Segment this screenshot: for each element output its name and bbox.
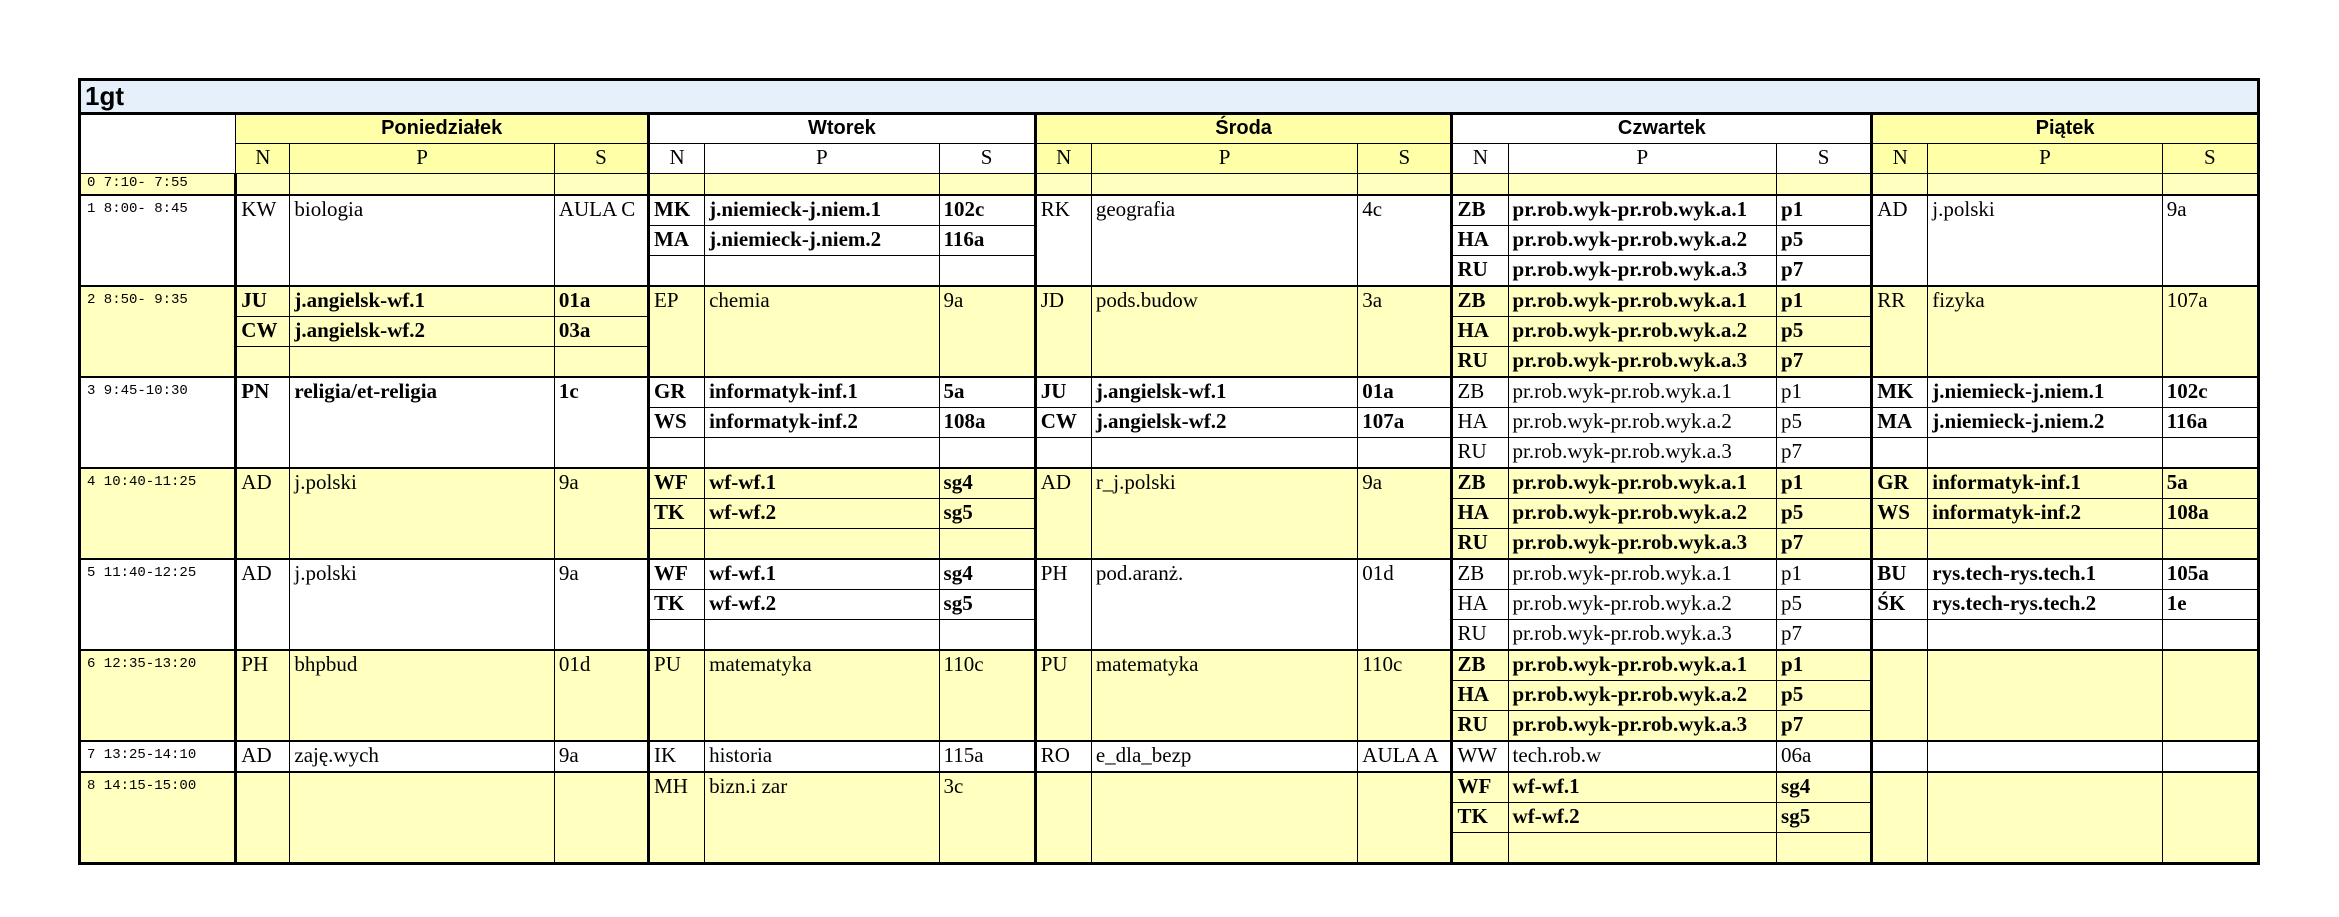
subject: j.polski: [1928, 195, 2162, 286]
teacher-code: [1452, 833, 1508, 864]
teacher-code: WS: [649, 408, 705, 438]
teacher-code: HA: [1452, 408, 1508, 438]
room: p5: [1777, 408, 1872, 438]
room: 108a: [2162, 499, 2258, 529]
subject: [1928, 772, 2162, 864]
corner-cell: [80, 114, 236, 174]
subject: [290, 347, 554, 378]
teacher-code: ZB: [1452, 468, 1508, 499]
column-header-s: S: [1777, 144, 1872, 174]
teacher-code: WW: [1452, 741, 1508, 772]
subject: informatyk-inf.1: [705, 377, 939, 408]
room: [939, 620, 1035, 651]
teacher-code: [1872, 741, 1928, 772]
subject: historia: [705, 741, 939, 772]
room: p5: [1777, 590, 1872, 620]
teacher-code: [649, 620, 705, 651]
room: sg5: [939, 590, 1035, 620]
teacher-code: [1035, 438, 1091, 469]
room: [2162, 529, 2258, 560]
subject: fizyka: [1928, 286, 2162, 377]
subject: [1928, 620, 2162, 651]
room: p7: [1777, 438, 1872, 469]
teacher-code: HA: [1452, 499, 1508, 529]
lesson-time: 7 13:25-14:10: [80, 741, 236, 772]
teacher-code: RU: [1452, 529, 1508, 560]
subject: pr.rob.wyk-pr.rob.wyk.a.2: [1508, 590, 1776, 620]
room: 116a: [2162, 408, 2258, 438]
room: 1c: [554, 377, 648, 468]
room: sg4: [939, 468, 1035, 499]
subject: pr.rob.wyk-pr.rob.wyk.a.2: [1508, 317, 1776, 347]
teacher-code: RO: [1035, 741, 1091, 772]
subject: zaję.wych: [290, 741, 554, 772]
subject: wf-wf.1: [705, 559, 939, 590]
slot-row: [80, 174, 2259, 196]
room: 5a: [2162, 468, 2258, 499]
subject: bizn.i zar: [705, 772, 939, 864]
subject: geografia: [1091, 195, 1357, 286]
teacher-code: PH: [236, 650, 290, 741]
teacher-code: JU: [1035, 377, 1091, 408]
room: p1: [1777, 650, 1872, 681]
column-header-n: N: [1872, 144, 1928, 174]
room: [1358, 174, 1452, 196]
room: p1: [1777, 468, 1872, 499]
room: p7: [1777, 711, 1872, 742]
day-header-row: [80, 114, 2259, 144]
teacher-code: RU: [1452, 711, 1508, 742]
room: [939, 438, 1035, 469]
room: sg5: [1777, 803, 1872, 833]
room: 3c: [939, 772, 1035, 864]
teacher-code: [649, 174, 705, 196]
subject: [290, 772, 554, 864]
teacher-code: AD: [236, 468, 290, 559]
room: sg4: [939, 559, 1035, 590]
lesson-time: 4 10:40-11:25: [80, 468, 236, 559]
room: AULA C: [554, 195, 648, 286]
teacher-code: RR: [1872, 286, 1928, 377]
subject: j.angielsk-wf.2: [290, 317, 554, 347]
room: 3a: [1358, 286, 1452, 377]
teacher-code: PN: [236, 377, 290, 468]
lesson-time: 0 7:10- 7:55: [80, 174, 236, 196]
lesson-time: 1 8:00- 8:45: [80, 195, 236, 286]
teacher-code: MK: [649, 195, 705, 226]
teacher-code: JD: [1035, 286, 1091, 377]
subject: j.niemieck-j.niem.1: [1928, 377, 2162, 408]
room: p7: [1777, 620, 1872, 651]
column-header-s: S: [939, 144, 1035, 174]
room: [2162, 741, 2258, 772]
column-header-s: S: [554, 144, 648, 174]
teacher-code: AD: [236, 741, 290, 772]
lesson-time: 8 14:15-15:00: [80, 772, 236, 864]
room: [939, 256, 1035, 287]
room: [939, 529, 1035, 560]
teacher-code: [1872, 529, 1928, 560]
teacher-code: MK: [1872, 377, 1928, 408]
slot-row: [80, 377, 2259, 408]
subject: pod.aranż.: [1091, 559, 1357, 650]
column-header-n: N: [1035, 144, 1091, 174]
subject: [1508, 174, 1776, 196]
lesson-time: 6 12:35-13:20: [80, 650, 236, 741]
teacher-code: [1872, 650, 1928, 741]
subject: bhpbud: [290, 650, 554, 741]
teacher-code: IK: [649, 741, 705, 772]
teacher-code: ZB: [1452, 286, 1508, 317]
room: 105a: [2162, 559, 2258, 590]
room: 110c: [939, 650, 1035, 741]
day-header: Wtorek: [649, 114, 1036, 144]
teacher-code: [1872, 620, 1928, 651]
timetable-grid: [78, 112, 2260, 865]
room: 5a: [939, 377, 1035, 408]
teacher-code: MA: [1872, 408, 1928, 438]
subject: biologia: [290, 195, 554, 286]
column-header-s: S: [1358, 144, 1452, 174]
teacher-code: PU: [1035, 650, 1091, 741]
subject: [705, 174, 939, 196]
subject: rys.tech-rys.tech.1: [1928, 559, 2162, 590]
room: 9a: [1358, 468, 1452, 559]
teacher-code: GR: [649, 377, 705, 408]
teacher-code: HA: [1452, 681, 1508, 711]
subject: pods.budow: [1091, 286, 1357, 377]
class-title: 1gt: [78, 78, 2260, 112]
subject: informatyk-inf.2: [1928, 499, 2162, 529]
teacher-code: RU: [1452, 620, 1508, 651]
subject: pr.rob.wyk-pr.rob.wyk.a.1: [1508, 377, 1776, 408]
column-header-s: S: [2162, 144, 2258, 174]
teacher-code: RU: [1452, 256, 1508, 287]
teacher-code: [1872, 438, 1928, 469]
teacher-code: ZB: [1452, 377, 1508, 408]
subject: pr.rob.wyk-pr.rob.wyk.a.3: [1508, 256, 1776, 287]
subject: pr.rob.wyk-pr.rob.wyk.a.3: [1508, 438, 1776, 469]
teacher-code: HA: [1452, 317, 1508, 347]
teacher-code: [236, 174, 290, 196]
subject: [1928, 529, 2162, 560]
subject: pr.rob.wyk-pr.rob.wyk.a.1: [1508, 195, 1776, 226]
subject: wf-wf.2: [705, 499, 939, 529]
column-header-p: P: [290, 144, 554, 174]
subject: [1928, 741, 2162, 772]
subject: [1928, 438, 2162, 469]
subject: pr.rob.wyk-pr.rob.wyk.a.3: [1508, 529, 1776, 560]
timetable: [78, 78, 2260, 865]
column-header-p: P: [1508, 144, 1776, 174]
room: p1: [1777, 286, 1872, 317]
teacher-code: RU: [1452, 347, 1508, 378]
teacher-code: [649, 529, 705, 560]
subject: religia/et-religia: [290, 377, 554, 468]
teacher-code: [236, 772, 290, 864]
room: [1777, 833, 1872, 864]
subject: pr.rob.wyk-pr.rob.wyk.a.1: [1508, 650, 1776, 681]
subject: [1928, 650, 2162, 741]
room: 1e: [2162, 590, 2258, 620]
slot-row: [80, 650, 2259, 681]
room: [2162, 650, 2258, 741]
slot-row: [80, 559, 2259, 590]
room: [1358, 772, 1452, 864]
teacher-code: AD: [1035, 468, 1091, 559]
room: 03a: [554, 317, 648, 347]
room: 01a: [1358, 377, 1452, 408]
subject: j.polski: [290, 559, 554, 650]
subject: chemia: [705, 286, 939, 377]
teacher-code: [1872, 174, 1928, 196]
subject: [290, 174, 554, 196]
subject: j.niemieck-j.niem.1: [705, 195, 939, 226]
subject: pr.rob.wyk-pr.rob.wyk.a.2: [1508, 681, 1776, 711]
room: p1: [1777, 377, 1872, 408]
room: AULA A: [1358, 741, 1452, 772]
subject: [1928, 174, 2162, 196]
room: [2162, 438, 2258, 469]
room: p5: [1777, 681, 1872, 711]
room: [554, 174, 648, 196]
room: [1358, 438, 1452, 469]
room: [939, 174, 1035, 196]
subject: matematyka: [705, 650, 939, 741]
teacher-code: [1452, 174, 1508, 196]
teacher-code: ŚK: [1872, 590, 1928, 620]
teacher-code: [649, 438, 705, 469]
room: 108a: [939, 408, 1035, 438]
teacher-code: ZB: [1452, 559, 1508, 590]
column-header-n: N: [1452, 144, 1508, 174]
teacher-code: JU: [236, 286, 290, 317]
teacher-code: TK: [1452, 803, 1508, 833]
subject: [705, 256, 939, 287]
teacher-code: HA: [1452, 226, 1508, 256]
room: 110c: [1358, 650, 1452, 741]
subject: j.angielsk-wf.1: [1091, 377, 1357, 408]
teacher-code: [649, 256, 705, 287]
teacher-code: PU: [649, 650, 705, 741]
subject: informatyk-inf.2: [705, 408, 939, 438]
room: 01a: [554, 286, 648, 317]
day-header: Poniedziałek: [236, 114, 649, 144]
teacher-code: WF: [649, 559, 705, 590]
teacher-code: ZB: [1452, 650, 1508, 681]
teacher-code: [236, 347, 290, 378]
day-header: Czwartek: [1452, 114, 1872, 144]
teacher-code: WF: [1452, 772, 1508, 803]
subject: j.polski: [290, 468, 554, 559]
subject: r_j.polski: [1091, 468, 1357, 559]
subject: wf-wf.2: [1508, 803, 1776, 833]
subject: informatyk-inf.1: [1928, 468, 2162, 499]
teacher-code: HA: [1452, 590, 1508, 620]
room: 9a: [2162, 195, 2258, 286]
room: 116a: [939, 226, 1035, 256]
room: 4c: [1358, 195, 1452, 286]
subject: pr.rob.wyk-pr.rob.wyk.a.2: [1508, 499, 1776, 529]
room: 9a: [554, 559, 648, 650]
room: p5: [1777, 226, 1872, 256]
room: 107a: [2162, 286, 2258, 377]
slot-row: [80, 468, 2259, 499]
day-header: Środa: [1035, 114, 1452, 144]
subject: pr.rob.wyk-pr.rob.wyk.a.1: [1508, 468, 1776, 499]
column-header-n: N: [649, 144, 705, 174]
column-header-p: P: [1928, 144, 2162, 174]
subject: [705, 620, 939, 651]
column-header-p: P: [1091, 144, 1357, 174]
subject: j.niemieck-j.niem.2: [705, 226, 939, 256]
subject: j.angielsk-wf.1: [290, 286, 554, 317]
subject: [705, 529, 939, 560]
subject: pr.rob.wyk-pr.rob.wyk.a.1: [1508, 559, 1776, 590]
subject: e_dla_bezp: [1091, 741, 1357, 772]
room: p7: [1777, 256, 1872, 287]
teacher-code: [1872, 772, 1928, 864]
teacher-code: GR: [1872, 468, 1928, 499]
subject: [1091, 174, 1357, 196]
teacher-code: RU: [1452, 438, 1508, 469]
room: 102c: [2162, 377, 2258, 408]
room: 06a: [1777, 741, 1872, 772]
room: 107a: [1358, 408, 1452, 438]
slot-row: [80, 286, 2259, 317]
lesson-time: 5 11:40-12:25: [80, 559, 236, 650]
room: [2162, 772, 2258, 864]
subject: pr.rob.wyk-pr.rob.wyk.a.3: [1508, 711, 1776, 742]
subject: tech.rob.w: [1508, 741, 1776, 772]
teacher-code: EP: [649, 286, 705, 377]
room: p5: [1777, 499, 1872, 529]
subject: matematyka: [1091, 650, 1357, 741]
teacher-code: BU: [1872, 559, 1928, 590]
room: 9a: [939, 286, 1035, 377]
teacher-code: [1035, 772, 1091, 864]
column-header-p: P: [705, 144, 939, 174]
subject: wf-wf.1: [705, 468, 939, 499]
teacher-code: TK: [649, 590, 705, 620]
teacher-code: MH: [649, 772, 705, 864]
teacher-code: CW: [236, 317, 290, 347]
teacher-code: [1035, 174, 1091, 196]
room: [554, 347, 648, 378]
room: 115a: [939, 741, 1035, 772]
subject: rys.tech-rys.tech.2: [1928, 590, 2162, 620]
teacher-code: AD: [236, 559, 290, 650]
subject: pr.rob.wyk-pr.rob.wyk.a.2: [1508, 226, 1776, 256]
room: 102c: [939, 195, 1035, 226]
teacher-code: RK: [1035, 195, 1091, 286]
slot-row: [80, 772, 2259, 803]
day-header: Piątek: [1872, 114, 2259, 144]
room: p1: [1777, 195, 1872, 226]
room: [2162, 174, 2258, 196]
teacher-code: PH: [1035, 559, 1091, 650]
room: 01d: [1358, 559, 1452, 650]
room: [1777, 174, 1872, 196]
subject: wf-wf.1: [1508, 772, 1776, 803]
subject: [705, 438, 939, 469]
subject: pr.rob.wyk-pr.rob.wyk.a.2: [1508, 408, 1776, 438]
subject: [1091, 438, 1357, 469]
room: [2162, 620, 2258, 651]
room: p7: [1777, 347, 1872, 378]
subject: j.niemieck-j.niem.2: [1928, 408, 2162, 438]
teacher-code: MA: [649, 226, 705, 256]
lesson-time: 2 8:50- 9:35: [80, 286, 236, 377]
room: sg5: [939, 499, 1035, 529]
room: p1: [1777, 559, 1872, 590]
subject: pr.rob.wyk-pr.rob.wyk.a.1: [1508, 286, 1776, 317]
room: [554, 772, 648, 864]
teacher-code: ZB: [1452, 195, 1508, 226]
subject: [1091, 772, 1357, 864]
subject: [1508, 833, 1776, 864]
teacher-code: CW: [1035, 408, 1091, 438]
room: sg4: [1777, 772, 1872, 803]
teacher-code: TK: [649, 499, 705, 529]
teacher-code: WS: [1872, 499, 1928, 529]
teacher-code: WF: [649, 468, 705, 499]
room: 9a: [554, 741, 648, 772]
subject: pr.rob.wyk-pr.rob.wyk.a.3: [1508, 620, 1776, 651]
subject: pr.rob.wyk-pr.rob.wyk.a.3: [1508, 347, 1776, 378]
room: p7: [1777, 529, 1872, 560]
subject: wf-wf.2: [705, 590, 939, 620]
room: 01d: [554, 650, 648, 741]
room: 9a: [554, 468, 648, 559]
room: p5: [1777, 317, 1872, 347]
subject: j.angielsk-wf.2: [1091, 408, 1357, 438]
lesson-time: 3 9:45-10:30: [80, 377, 236, 468]
column-header-n: N: [236, 144, 290, 174]
teacher-code: AD: [1872, 195, 1928, 286]
teacher-code: KW: [236, 195, 290, 286]
slot-row: [80, 195, 2259, 226]
column-header-row: [80, 144, 2259, 174]
